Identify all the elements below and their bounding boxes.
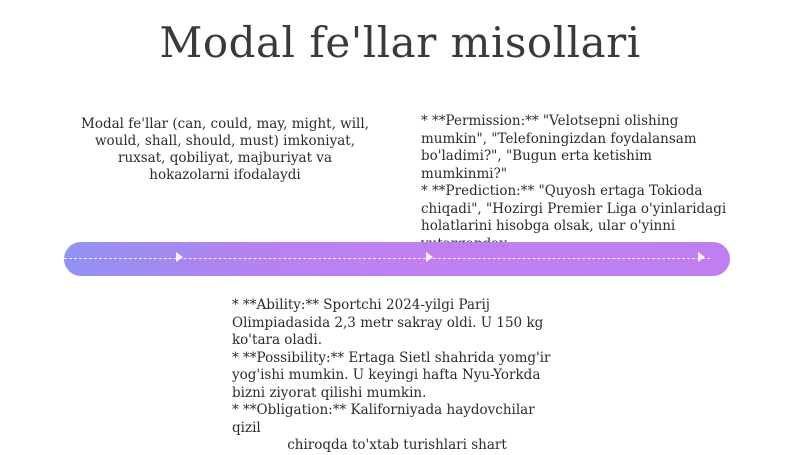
right-examples bbox=[421, 113, 739, 253]
permission-example: * **Permission:** "Velotsepni olishing mumkin", "Telefoningizdan foydalansam bo'ladimi?", "Bugun erta ketishim mumkinmi?" bbox=[421, 113, 697, 182]
obligation-example bbox=[232, 402, 562, 455]
timeline-bar bbox=[64, 242, 730, 276]
intro-text: Modal fe'llar (can, could, may, might, will, would, shall, should, must) imkoniyat, ruxsat, qobiliyat, majburiyat va hokazolarni ifodalaydi bbox=[81, 116, 369, 183]
obligation-line-2: chiroqda to'xtab turishlari shart bbox=[287, 437, 507, 453]
arrow-icon bbox=[176, 252, 183, 262]
slide-title: Modal fe'llar misollari bbox=[159, 18, 641, 67]
arrow-icon bbox=[426, 252, 433, 262]
possibility-example: * **Possibility:** Ertaga Sietl shahrida yomg'ir yog'ishi mumkin. U keyingi hafta Nyu-Yorkda bizni ziyorat qilishi mumkin. bbox=[232, 349, 551, 401]
obligation-line-1: * **Obligation:** Kaliforniyada haydovchilar qizil bbox=[232, 402, 535, 436]
ability-example: * **Ability:** Sportchi 2024-yilgi Parij Olimpiadasida 2,3 metr sakray oldi. U 150 kg ko'tara oladi. bbox=[232, 297, 544, 348]
prediction-example: * **Prediction:** "Quyosh ertaga Tokioda chiqadi", "Hozirgi Premier Liga o'yinlaridagi holatlarini hisobga olsak, ular o'yinni bbox=[421, 183, 727, 234]
timeline-axis bbox=[64, 258, 710, 259]
arrow-icon bbox=[698, 252, 705, 262]
bottom-examples bbox=[232, 297, 562, 455]
